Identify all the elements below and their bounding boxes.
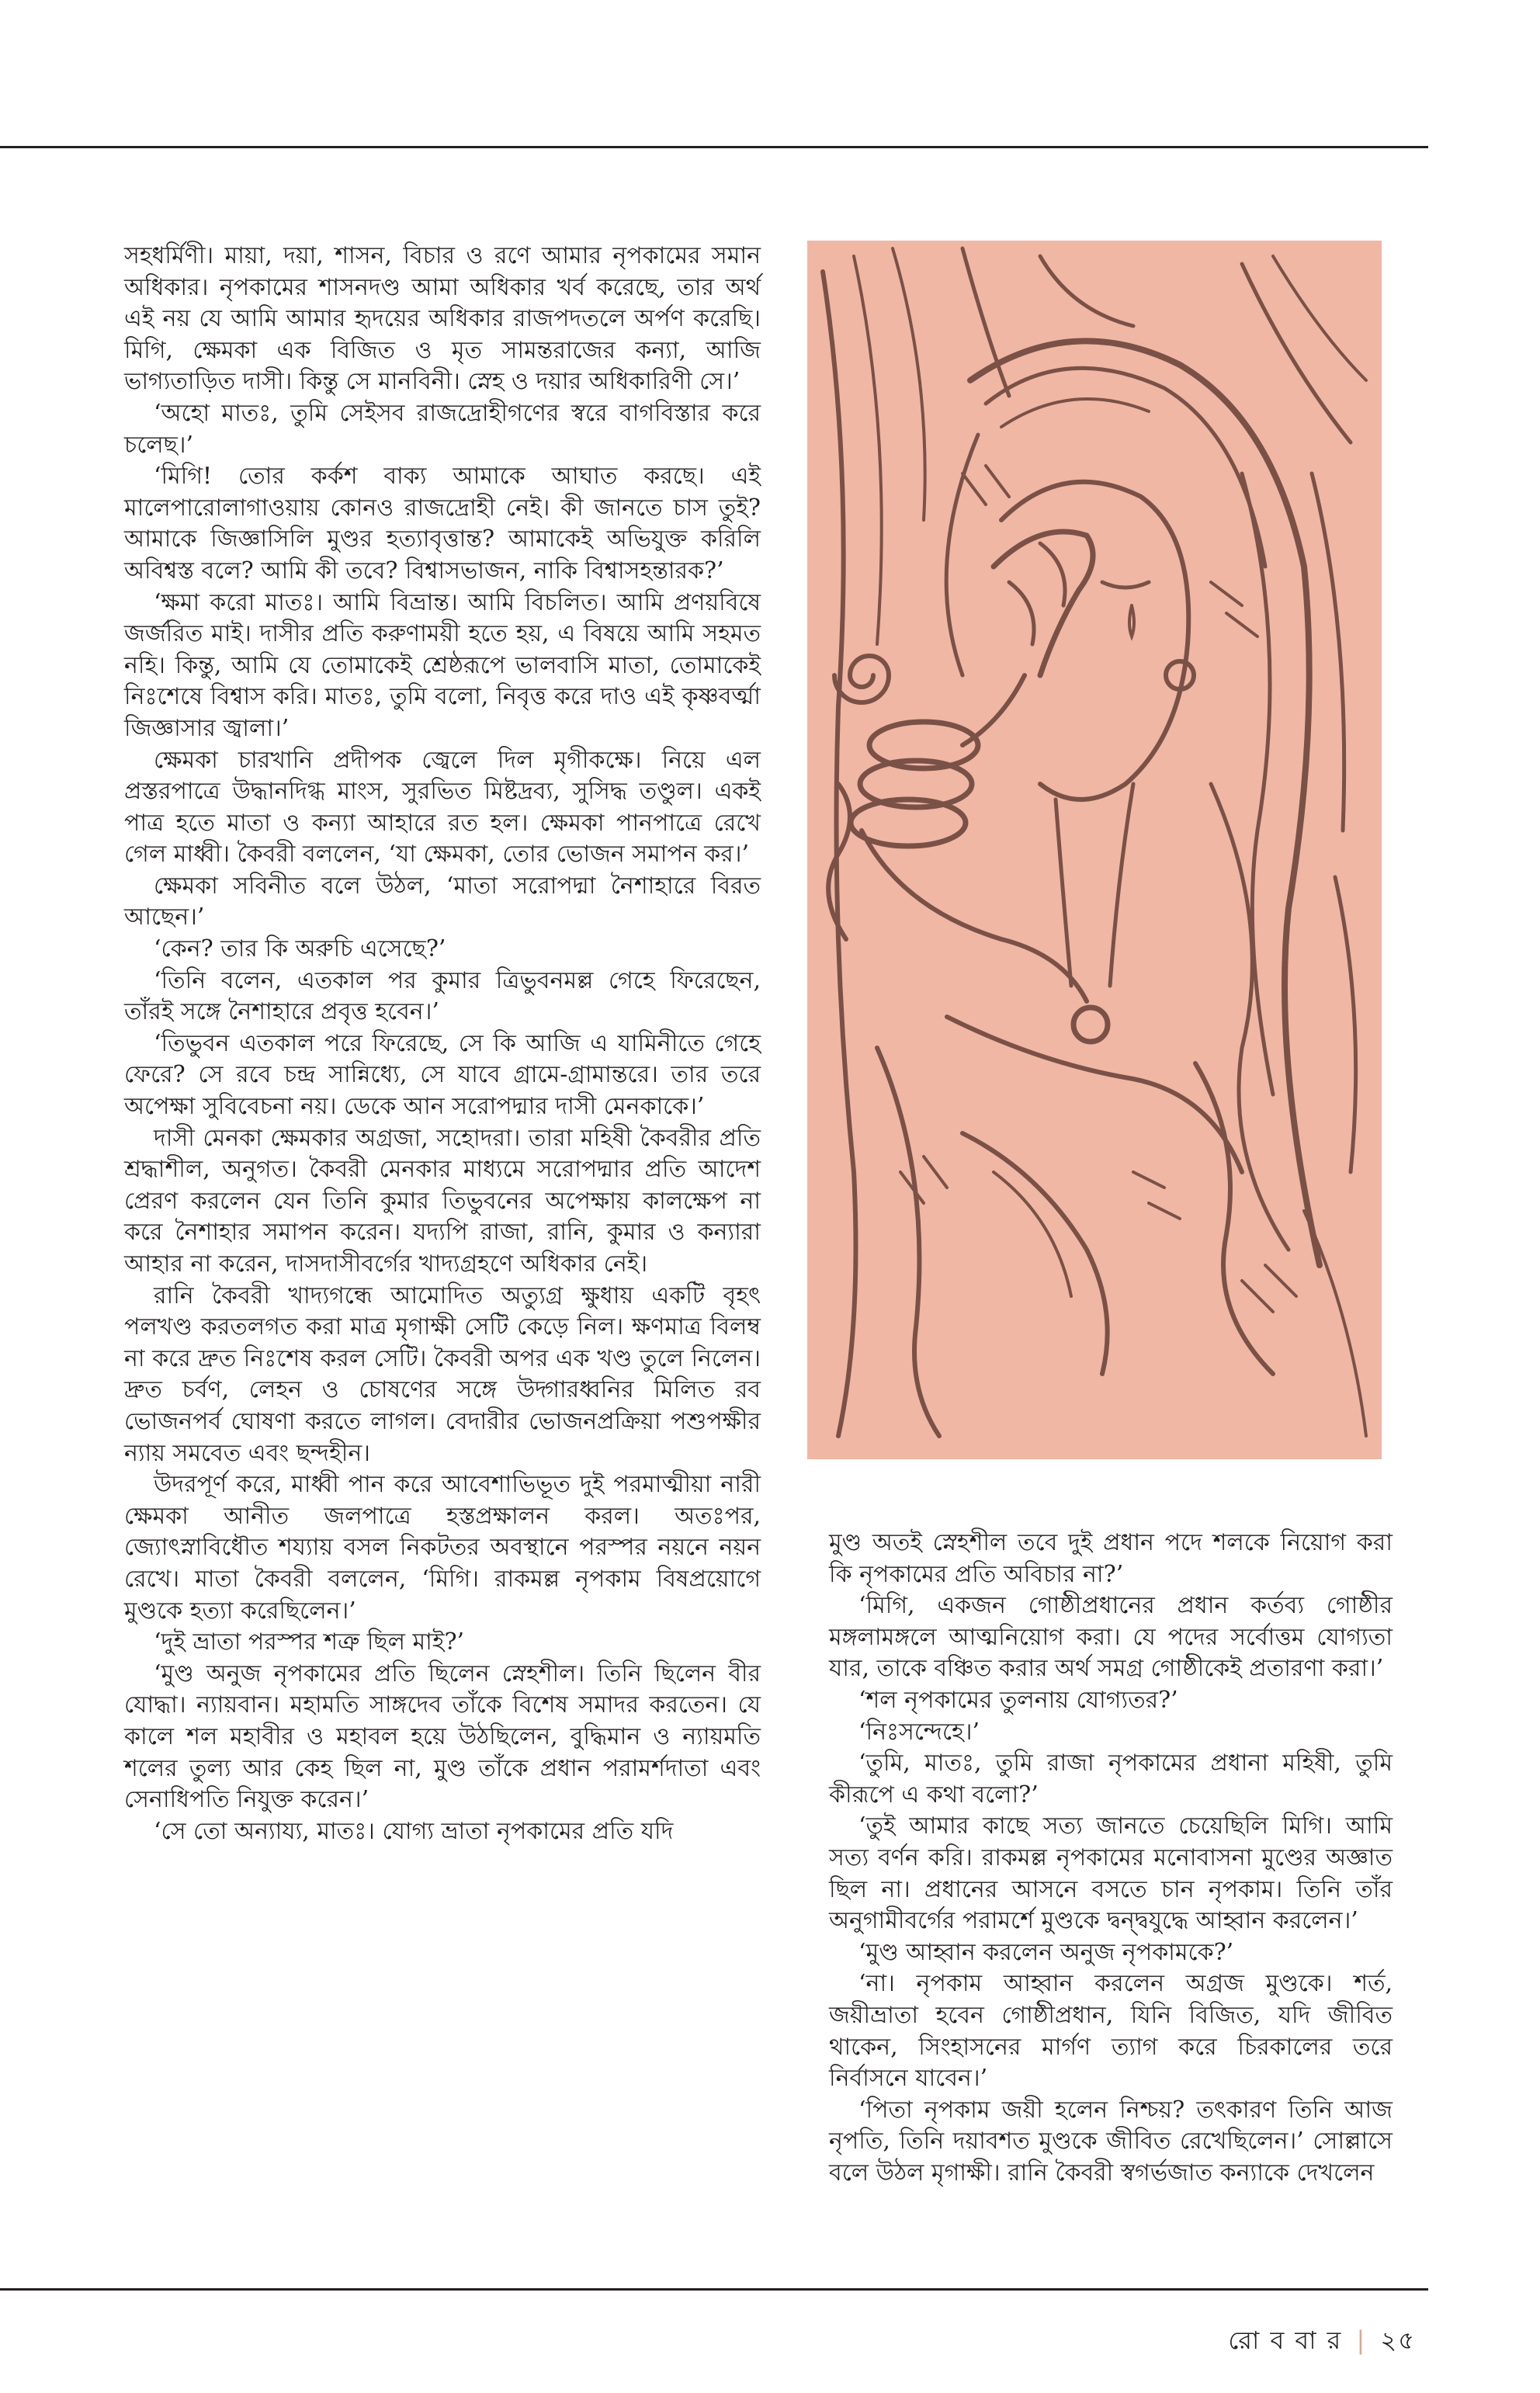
paragraph: উদরপূর্ণ করে, মাধ্বী পান করে আবেশাভিভূত দুই পরমাত্মীয়া নারী ক্ষেমকা আনীত জলপাত্রে হস্তপ্রক্ষালন করল। অতঃপর, জ্যোৎস্নাবিধৌত শয্যায় বসল নিকটতর অবস্থানে পরস্পর নয়নে নয়ন রেখে। মাতা কৈবরী বললেন, ‘মিগি। রাকমল্ল নৃপকাম বিষপ্রয়োগে মুণ্ডকে হত্যা করেছিলেন।’ (124, 1471, 761, 1625)
paragraph: ক্ষেমকা চারখানি প্রদীপক জ্বেলে দিল মৃগীকক্ষে। নিয়ে এল প্রস্তরপাত্রে উদ্ধানদিগ্ধ মাংস, সুরভিত মিষ্টদ্রব্য, সুসিদ্ধ তণ্ডুল। একই পাত্র হতে মাতা ও কন্যা আহারে রত হল। ক্ষেমকা পানপাত্রে রেখে গেল মাধ্বী। কৈবরী বললেন, ‘যা ক্ষেমকা, তোর ভোজন সমাপন কর।’ (124, 746, 761, 869)
paragraph: ‘তিভুবন এতকাল পরে ফিরেছে, সে কি আজি এ যামিনীতে গেহে ফেরে? সে রবে চন্দ্র সান্নিধ্যে, সে যাবে গ্রামে-গ্রামান্তরে। তার তরে অপেক্ষা সুবিবেচনা নয়। ডেকে আন সরোপদ্মার দাসী মেনকাকে।’ (124, 1029, 761, 1121)
paragraph: ‘ক্ষমা করো মাতঃ। আমি বিভ্রান্ত। আমি বিচলিত। আমি প্রণয়বিষে জর্জরিত মাই। দাসীর প্রতি করুণাময়ী হতে হয়, এ বিষয়ে আমি সহমত নহি। কিন্তু, আমি যে তোমাকেই শ্রেষ্ঠরূপে ভালবাসি মাতা, তোমাকেই নিঃশেষে বিশ্বাস করি। মাতঃ, তুমি বলো, নিবৃত্ত করে দাও এই কৃষ্ণবর্ত্মা জিজ্ঞাসার জ্বালা।’ (124, 588, 761, 742)
right-column (829, 1528, 1393, 2189)
woman-weeping-illustration (807, 241, 1382, 1459)
paragraph: ‘নিঃসন্দেহে।’ (858, 1718, 980, 1746)
paragraph: ‘না। নৃপকাম আহ্বান করলেন অগ্রজ মুণ্ডকে। শর্ত, জয়ীভ্রাতা হবেন গোষ্ঠীপ্রধান, যিনি বিজিত, যদি জীবিত থাকেন, সিংহাসনের মার্গণ ত্যাগ করে চিরকালের তরে নির্বাসনে যাবেন।’ (829, 1970, 1393, 2093)
paragraph: ‘মিগি! তোর কর্কশ বাক্য আমাকে আঘাত করছে। এই মালেপারোলাগাওয়ায় কোনও রাজদ্রোহী নেই। কী জানতে চাস তুই? আমাকে জিজ্ঞাসিলি মুণ্ডর হত্যাবৃত্তান্ত? আমাকেই অভিযুক্ত করিলি অবিশ্বস্ত বলে? আমি কী তবে? বিশ্বাসভাজন, নাকি বিশ্বাসহন্তারক?’ (124, 463, 761, 584)
paragraph: ‘তুই আমার কাছে সত্য জানতে চেয়েছিলি মিগি। আমি সত্য বর্ণন করি। রাকমল্ল নৃপকামের মনোবাসনা মুণ্ডের অজ্ঞাত ছিল না। প্রধানের আসনে বসতে চান নৃপকাম। তিনি তাঁর অনুগামীবর্গের পরামর্শে মুণ্ডকে দ্বন্দ্বযুদ্ধে আহ্বান করলেন।’ (829, 1812, 1393, 1935)
paragraph: ‘সে তো অন্যায্য, মাতঃ। যোগ্য ভ্রাতা নৃপকামের প্রতি যদি (154, 1817, 674, 1845)
paragraph: ক্ষেমকা সবিনীত বলে উঠল, ‘মাতা সরোপদ্মা নৈশাহারে বিরত আছেন।’ (124, 872, 761, 931)
top-rule (0, 146, 1428, 148)
magazine-name: রো ব বা র (1228, 2325, 1343, 2355)
page-number: ২৫ (1380, 2325, 1416, 2355)
page-footer (1228, 2321, 1416, 2363)
paragraph: সহধর্মিণী। মায়া, দয়া, শাসন, বিচার ও রণে আমার নৃপকামের সমান অধিকার। নৃপকামের শাসনদণ্ড আমা অধিকার খর্ব করেছে, তার অর্থ এই নয় যে আমি আমার হৃদয়ের অধিকার রাজপদতলে অর্পণ করেছি। মিগি, ক্ষেমকা এক বিজিত ও মৃত সামন্তরাজের কন্যা, আজি ভাগ্যতাড়িত দাসী। কিন্তু সে মানবিনী। স্নেহ ও দয়ার অধিকারিণী সে।’ (124, 242, 761, 396)
paragraph: মুণ্ড অতই স্নেহশীল তবে দুই প্রধান পদে শলকে নিয়োগ করা কি নৃপকামের প্রতি অবিচার না?’ (829, 1529, 1393, 1588)
paragraph: ‘তিনি বলেন, এতকাল পর কুমার ত্রিভুবনমল্ল গেহে ফিরেছেন, তাঁরই সঙ্গে নৈশাহারে প্রবৃত্ত হবেন।’ (124, 966, 761, 1026)
footer-separator: | (1356, 2325, 1367, 2355)
paragraph: রানি কৈবরী খাদ্যগন্ধে আমোদিত অত্যুগ্র ক্ষুধায় একটি বৃহৎ পলখণ্ড করতলগত করা মাত্র মৃগাক্ষী সেটি কেড়ে নিল। ক্ষণমাত্র বিলম্ব না করে দ্রুত নিঃশেষ করল সেটি। কৈবরী অপর এক খণ্ড তুলে নিলেন। দ্রুত চর্বণ, লেহন ও চোষণের সঙ্গে উদ্গারধ্বনির মিলিত রব ভোজনপর্ব ঘোষণা করতে লাগল। বেদারীর ভোজনপ্রক্রিয়া পশুপক্ষীর ন্যায় সমবেত এবং ছন্দহীন। (124, 1281, 761, 1467)
woodcut-illustration (807, 241, 1382, 1459)
paragraph: ‘মিগি, একজন গোষ্ঠীপ্রধানের প্রধান কর্তব্য গোষ্ঠীর মঙ্গলামঙ্গলে আত্মনিয়োগ করা। যে পদের সর্বোত্তম যোগ্যতা যার, তাকে বঞ্চিত করার অর্থ সমগ্র গোষ্ঠীকেই প্রতারণা করা।’ (829, 1592, 1393, 1683)
paragraph: ‘তুমি, মাতঃ, তুমি রাজা নৃপকামের প্রধানা মহিষী, তুমি কীরূপে এ কথা বলো?’ (829, 1750, 1393, 1809)
paragraph: ‘অহো মাতঃ, তুমি সেইসব রাজদ্রোহীগণের স্বরে বাগবিস্তার করে চলেছ।’ (124, 399, 761, 459)
paragraph: ‘মুণ্ড আহ্বান করলেন অনুজ নৃপকামকে?’ (858, 1938, 1234, 1966)
paragraph: ‘পিতা নৃপকাম জয়ী হলেন নিশ্চয়? তৎকারণ তিনি আজ নৃপতি, তিনি দয়াবশত মুণ্ডকে জীবিত রেখেছিলেন।’ সোল্লাসে বলে উঠল মৃগাক্ষী। রানি কৈবরী স্বগর্ভজাত কন্যাকে দেখলেন (829, 2096, 1393, 2187)
left-column (124, 241, 761, 1847)
paragraph: ‘শল নৃপকামের তুলনায় যোগ্যতর?’ (858, 1686, 1178, 1714)
paragraph: ‘মুণ্ড অনুজ নৃপকামের প্রতি ছিলেন স্নেহশীল। তিনি ছিলেন বীর যোদ্ধা। ন্যায়বান। মহামতি সাঙ্গদেব তাঁকে বিশেষ সমাদর করতেন। যে কালে শল মহাবীর ও মহাবল হয়ে উঠছিলেন, বুদ্ধিমান ও ন্যায়মতি শলের তুল্য আর কেহ ছিল না, মুণ্ড তাঁকে প্রধান পরামর্শদাতা এবং সেনাধিপতি নিযুক্ত করেন।’ (124, 1659, 761, 1814)
paragraph: ‘কেন? তার কি অরুচি এসেছে?’ (154, 935, 446, 963)
paragraph: দাসী মেনকা ক্ষেমকার অগ্রজা, সহোদরা। তারা মহিষী কৈবরীর প্রতি শ্রদ্ধাশীল, অনুগত। কৈবরী মেনকার মাধ্যমে সরোপদ্মার প্রতি আদেশ প্রেরণ করলেন যেন তিনি কুমার তিভুবনের অপেক্ষায় কালক্ষেপ না করে নৈশাহার সমাপন করেন। যদ্যপি রাজা, রানি, কুমার ও কন্যারা আহার না করেন, দাসদাসীবর্গের খাদ্যগ্রহণে অধিকার নেই। (124, 1124, 761, 1278)
paragraph: ‘দুই ভ্রাতা পরস্পর শত্রু ছিল মাই?’ (154, 1628, 465, 1656)
bottom-rule (0, 2288, 1428, 2291)
